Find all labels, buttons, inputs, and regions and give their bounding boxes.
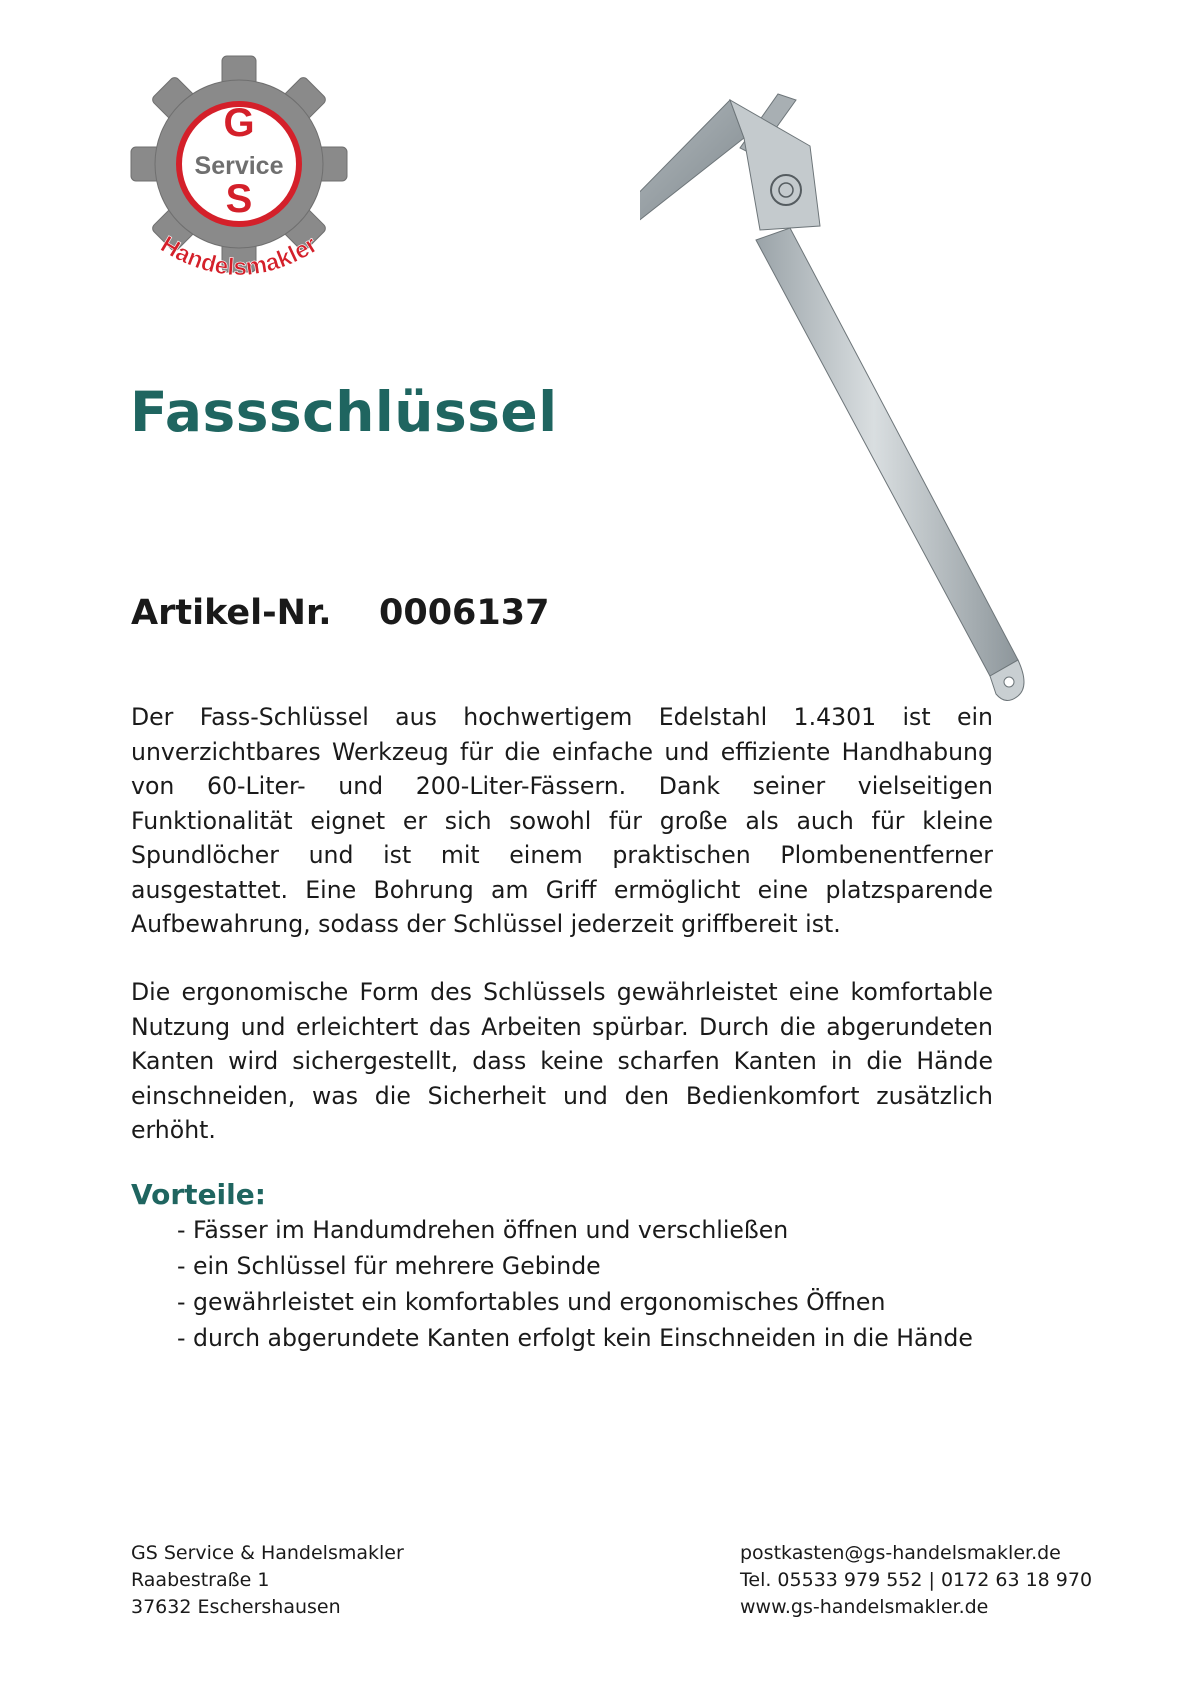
description-paragraph-2: Die ergonomische Form des Schlüssels gewährleistet eine komfortable Nutzung und erleichtert das Arbeiten spürbar. Durch die abgerundeten Kanten wird sichergestellt, dass keine scharfen Kanten in die Hände einschneiden, was die Sicherheit und den Bedienkomfort zusätzlich erhöht. [131, 978, 993, 1144]
article-number: 0006137 [379, 593, 550, 633]
logo-arc-text: Handelsmakler [155, 230, 323, 282]
logo-letter-g: G [223, 101, 255, 145]
advantage-item: - durch abgerundete Kanten erfolgt kein Einschneiden in die Hände [177, 1324, 973, 1352]
advantage-item: - gewährleistet ein komfortables und ergonomisches Öffnen [177, 1288, 886, 1316]
description-paragraph-1: Der Fass-Schlüssel aus hochwertigem Edelstahl 1.4301 ist ein unverzichtbares Werkzeug für die einfache und effiziente Handhabung von 60-Liter- und 200-Liter-Fässern. Dank seiner vielseitigen Funktionalität eignet er sich sowohl für große als auch für kleine Spundlöcher und ist mit einem praktischen Plombenentferner ausgestattet. Eine Bohrung am Griff ermöglicht eine platzsparende Aufbewahrung, sodass der Schlüssel jederzeit griffbereit ist. [131, 703, 993, 938]
footer-contact [740, 1540, 1092, 1621]
footer-street: Raabestraße 1 [131, 1569, 270, 1591]
advantage-item: - ein Schlüssel für mehrere Gebinde [177, 1252, 601, 1280]
article-number-row [131, 593, 550, 633]
footer-web-link[interactable]: www.gs-handelsmakler.de [740, 1596, 989, 1618]
footer-phone: Tel. 05533 979 552 | 0172 63 18 970 [740, 1569, 1093, 1591]
article-label: Artikel-Nr. [131, 593, 332, 633]
footer-company: GS Service & Handelsmakler [131, 1542, 404, 1564]
footer-address [131, 1540, 404, 1621]
page-title: Fassschlüssel [130, 380, 558, 444]
footer-city: 37632 Eschershausen [131, 1596, 341, 1618]
advantages-list [177, 1212, 973, 1356]
advantages-heading: Vorteile: [131, 1178, 266, 1211]
logo-letter-s: S [225, 177, 253, 221]
logo-service-word: Service [194, 152, 284, 180]
footer-email-link[interactable]: postkasten@gs-handelsmakler.de [740, 1542, 1061, 1564]
barrel-key-photo-icon [640, 90, 1110, 750]
gs-logo [128, 54, 350, 304]
advantage-item: - Fässer im Handumdrehen öffnen und verschließen [177, 1216, 789, 1244]
